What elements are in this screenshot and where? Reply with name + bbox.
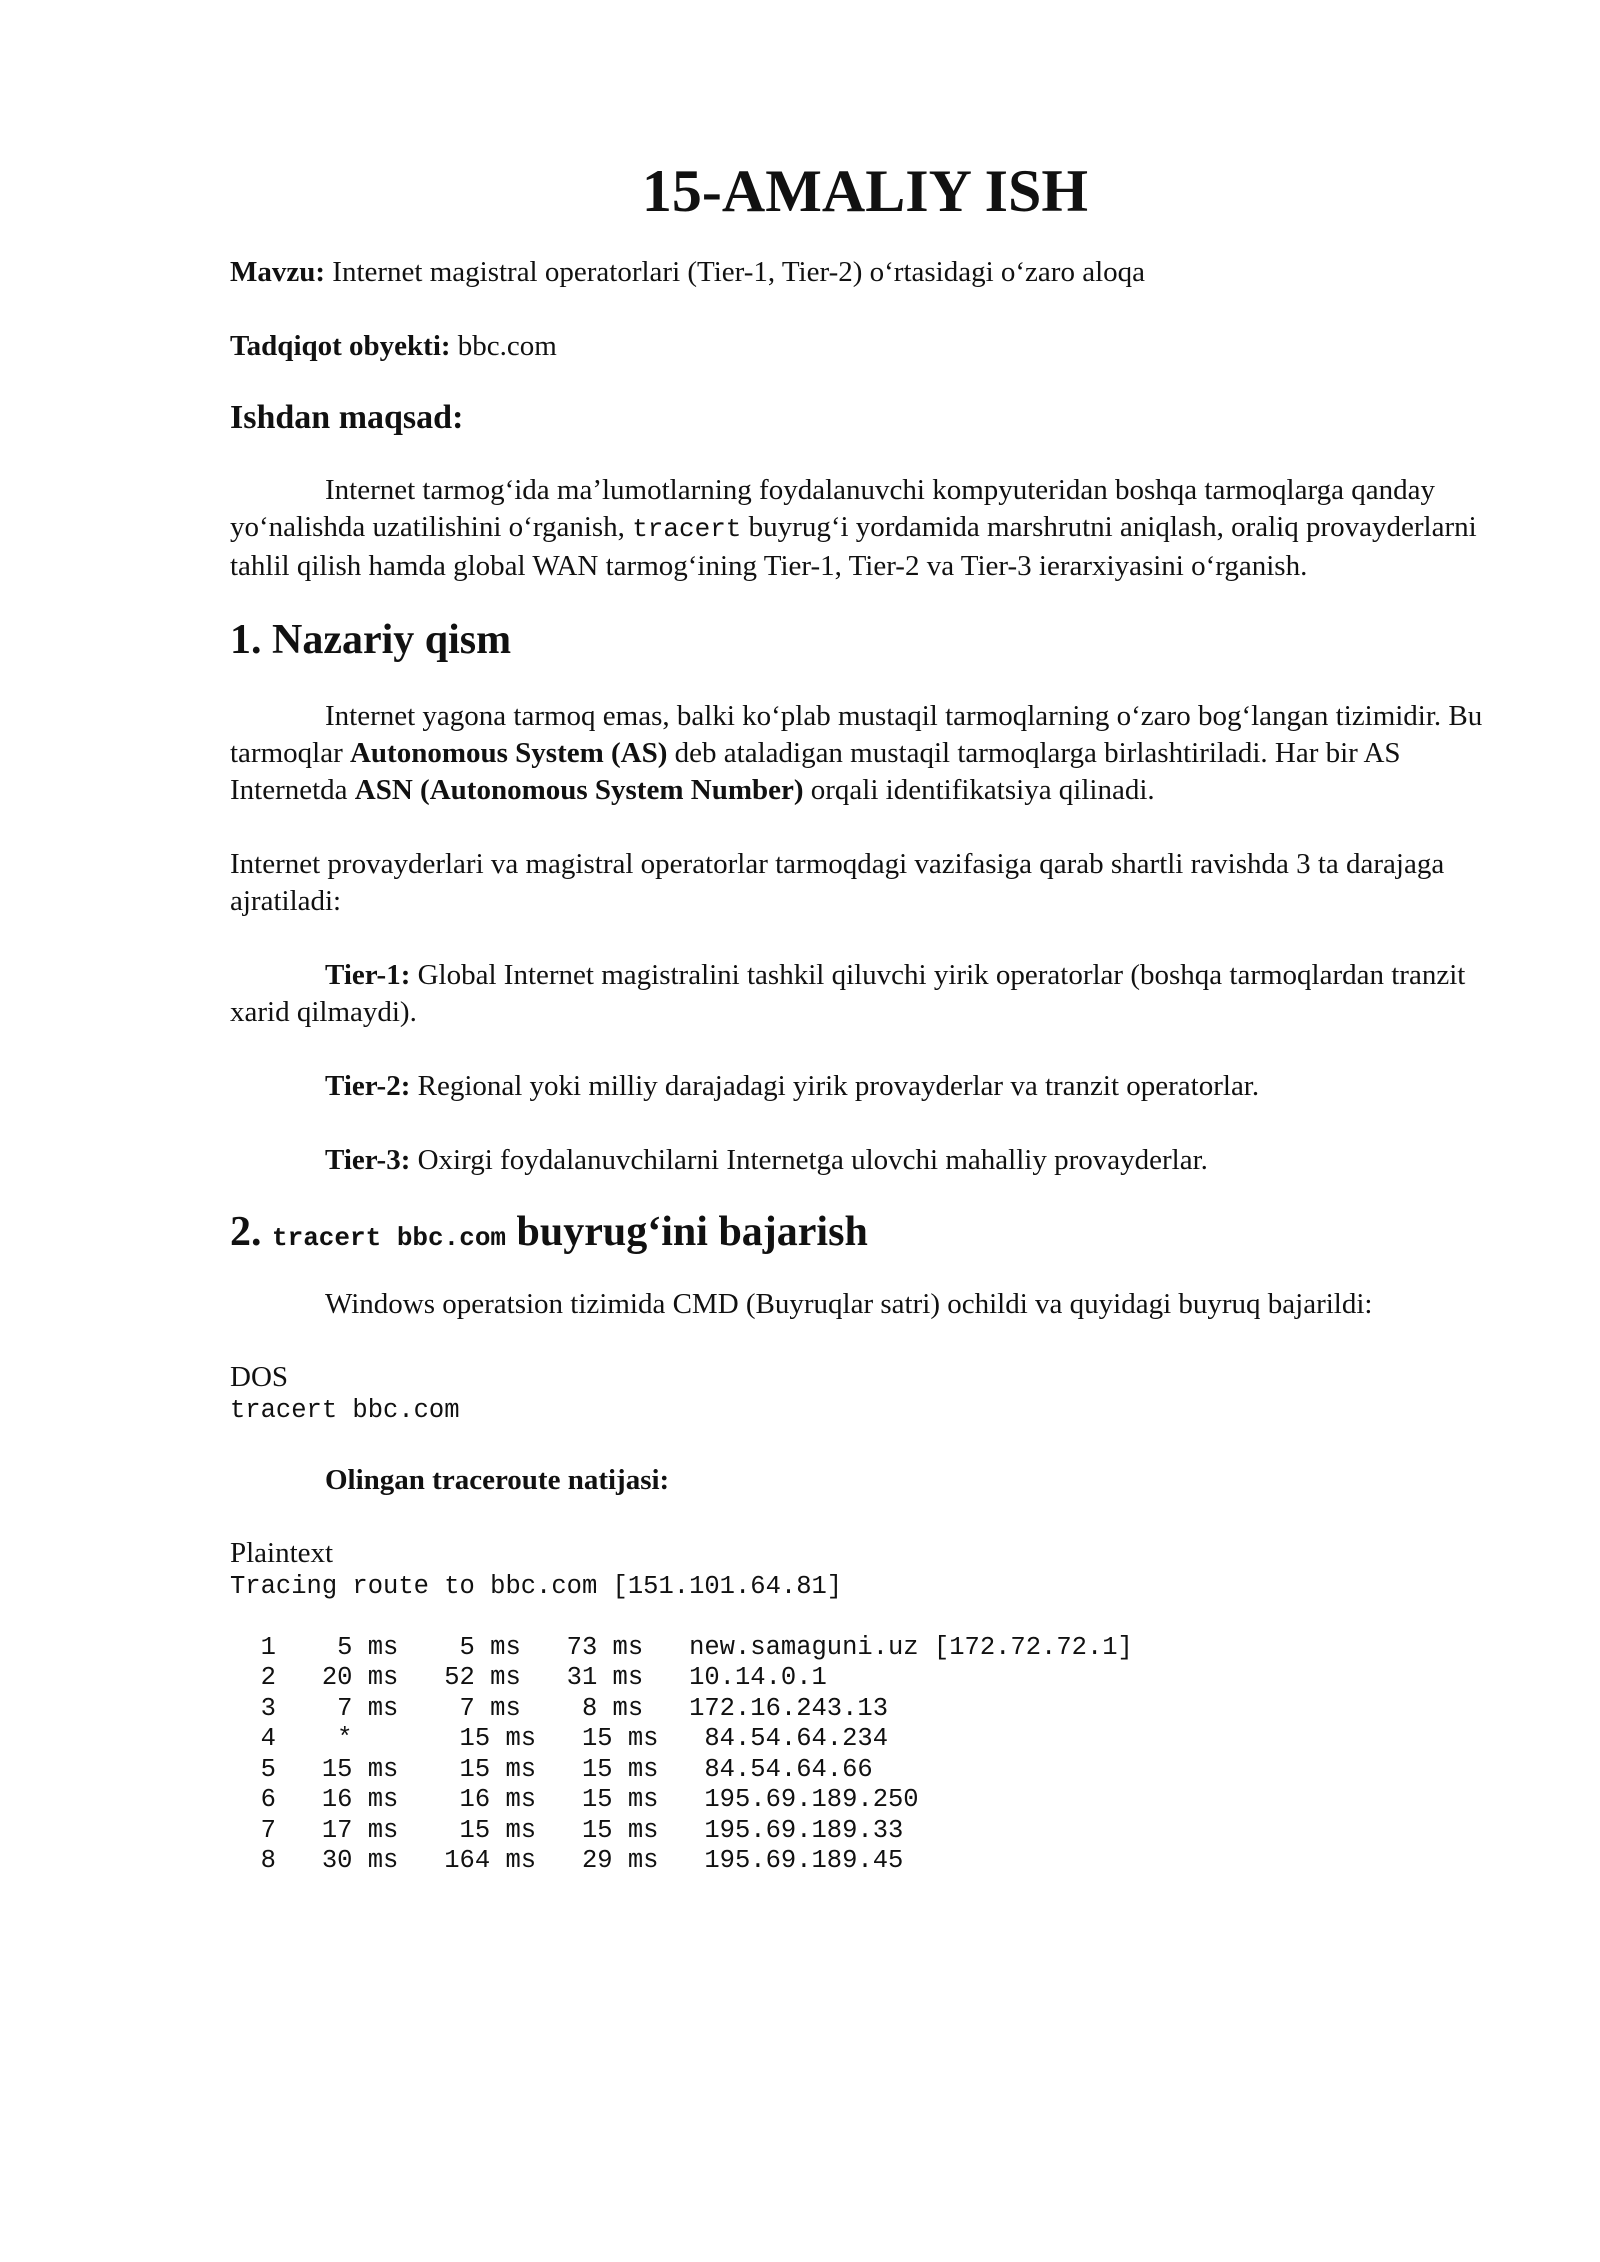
goal-paragraph [230, 472, 1500, 585]
asn-term: ASN (Autonomous System Number) [354, 774, 804, 807]
goal-code: tracert [632, 513, 742, 544]
trace-header: Tracing route to bbc.com [151.101.64.81] [230, 1572, 843, 1602]
page-title: 15-AMALIY ISH [641, 158, 1089, 224]
topic-text: Internet magistral operatorlari (Tier-1, Tier-2) o‘rtasidagi o‘zaro aloqa [325, 256, 1146, 288]
command-block: tracert bbc.com [230, 1395, 460, 1425]
goal-heading: Ishdan maqsad: [230, 399, 464, 436]
section-2-code: tracert bbc.com [272, 1223, 507, 1254]
research-object-text: bbc.com [450, 330, 557, 362]
tier-1-text: Global Internet magistralini tashkil qiluvchi yirik operatorlar (boshqa tarmoqlardan tranzit xarid qilmaydi). [230, 959, 1466, 1029]
goal-text-2: buyrug‘i yordamida marshrutni aniqlash, oraliq provayderlarni tahlil qilish hamda global WAN tarmog‘ining Tier-1, Tier-2 va Tier-3 ierarxiyasini o‘rganish. [230, 510, 1477, 582]
trace-hop-row: 2 20 ms 52 ms 31 ms 10.14.0.1 [230, 1663, 827, 1693]
tier-1-item [230, 957, 1500, 1031]
trace-hops [230, 1633, 1500, 1877]
trace-hop-row: 1 5 ms 5 ms 73 ms new.samaguni.uz [172.72.72.1] [230, 1632, 1133, 1662]
theory-paragraph-2: Internet provayderlari va magistral operatorlar tarmoqdagi vazifasiga qarab shartli ravishda 3 ta darajaga ajratiladi: [230, 848, 1445, 918]
goal-text-1: Internet tarmog‘ida ma’lumotlarning foydalanuvchi kompyuteridan boshqa tarmoqlarga qanday yo‘nalishda uzatilishini o‘rganish, [230, 473, 1435, 543]
topic-label: Mavzu: [230, 256, 326, 288]
section-2-heading [230, 1207, 1500, 1257]
trace-hop-row: 8 30 ms 164 ms 29 ms 195.69.189.45 [230, 1846, 904, 1876]
section-1-heading: 1. Nazariy qism [230, 616, 512, 663]
tier-2-text: Regional yoki milliy darajadagi yirik provayderlar va tranzit operatorlar. [410, 1070, 1260, 1103]
theory-text-a: Internet yagona tarmoq emas, balki ko‘plab mustaqil tarmoqlarning o‘zaro bog‘langan tizimidir. Bu tarmoqlar [230, 700, 1483, 770]
trace-hop-row: 4 * 15 ms 15 ms 84.54.64.234 [230, 1724, 889, 1754]
tier-3-label: Tier-3: [325, 1144, 411, 1177]
result-heading: Olingan traceroute natijasi: [325, 1464, 670, 1497]
theory-paragraph-1 [230, 698, 1500, 809]
code-lang-label-dos: DOS [230, 1360, 289, 1393]
tier-3-text: Oxirgi foydalanuvchilarni Internetga ulovchi mahalliy provayderlar. [410, 1144, 1208, 1177]
tier-1-label: Tier-1: [325, 959, 411, 992]
tier-2-item [230, 1068, 1500, 1105]
tier-3-item [230, 1142, 1500, 1179]
research-object-line [230, 328, 1500, 365]
trace-hop-row: 5 15 ms 15 ms 15 ms 84.54.64.66 [230, 1754, 873, 1784]
section-2-number: 2. [230, 1209, 272, 1256]
section-2-title: buyrug‘ini bajarish [506, 1209, 868, 1256]
trace-hop-row: 6 16 ms 16 ms 15 ms 195.69.189.250 [230, 1785, 919, 1815]
theory-text-c: deb ataladigan mustaqil tarmoqlarga birlashtiriladi. Har bir AS Internetda [230, 737, 1401, 807]
tier-2-label: Tier-2: [325, 1070, 411, 1103]
research-object-label: Tadqiqot obyekti: [230, 330, 451, 362]
cmd-paragraph: Windows operatsion tizimida CMD (Buyruqlar satri) ochildi va quyidagi buyruq bajarildi: [325, 1287, 1373, 1320]
document-page [230, 150, 1500, 1877]
topic-line [230, 254, 1500, 291]
as-term: Autonomous System (AS) [349, 737, 668, 770]
theory-text-e: orqali identifikatsiya qilinadi. [803, 774, 1155, 807]
code-lang-label-plaintext: Plaintext [230, 1537, 334, 1570]
trace-hop-row: 7 17 ms 15 ms 15 ms 195.69.189.33 [230, 1815, 904, 1845]
trace-hop-row: 3 7 ms 7 ms 8 ms 172.16.243.13 [230, 1693, 889, 1723]
